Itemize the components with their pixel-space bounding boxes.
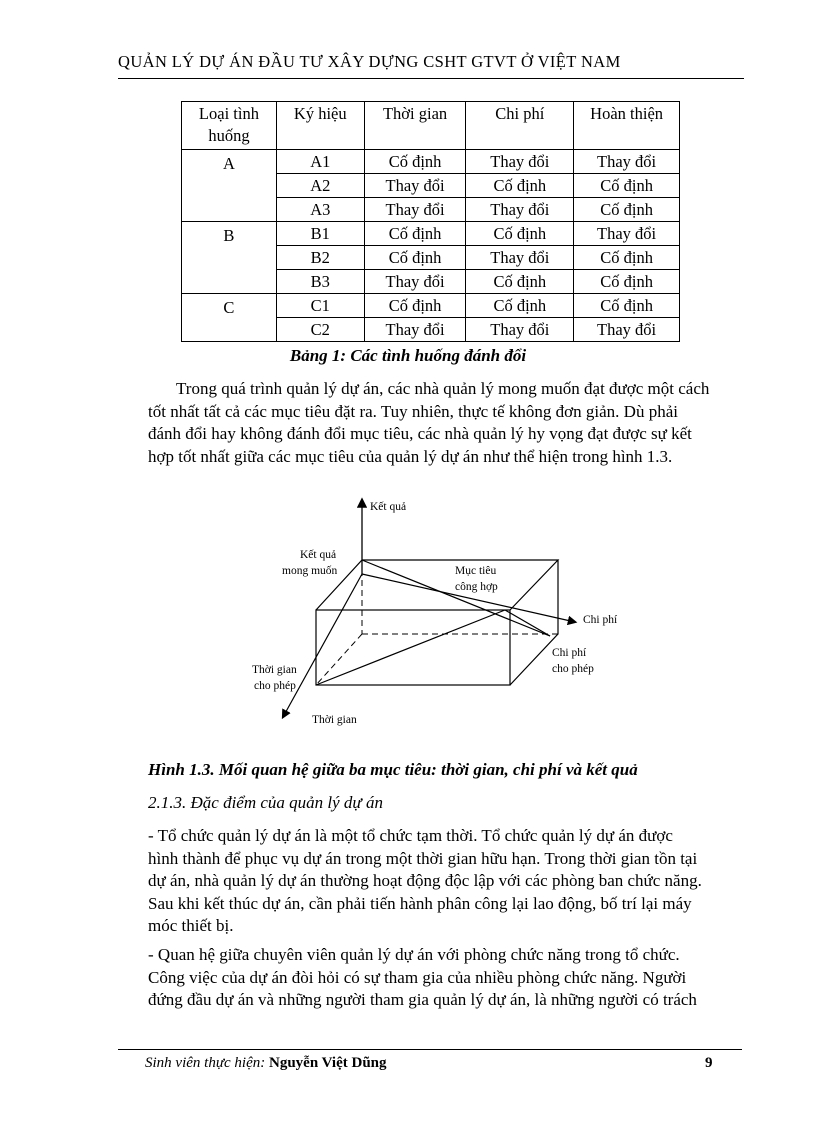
situation-type-cell: B: [182, 222, 277, 294]
table-caption: Bảng 1: Các tình huống đánh đổi: [289, 346, 527, 365]
table-cell: Cố định: [466, 222, 574, 246]
label-allowed-time: cho phép: [254, 680, 296, 692]
box-top-face: [316, 560, 558, 610]
text-line: - Tổ chức quản lý dự án là một tổ chức tạm thời. Tổ chức quản lý dự án được: [148, 826, 673, 845]
text-line: đứng đầu dự án và những người tham gia quản lý dự án, là những người có trách: [148, 990, 697, 1009]
table-cell: Thay đổi: [466, 246, 574, 270]
figure-caption: Hình 1.3. Mối quan hệ giữa ba mục tiêu: thời gian, chi phí và kết quả: [148, 760, 638, 779]
situation-type-cell: A: [182, 150, 277, 222]
text-line: hợp tốt nhất giữa các mục tiêu của quản lý dự án như thể hiện trong hình 1.3.: [148, 446, 673, 466]
label-desired-result: Kết quả: [300, 549, 337, 561]
column-header: Hoàn thiện: [574, 102, 680, 150]
footer-name: Nguyễn Việt Dũng: [268, 1055, 387, 1071]
label-allowed-cost: Chi phí: [552, 647, 587, 659]
table-cell: A3: [276, 198, 364, 222]
table-cell: Cố định: [364, 222, 466, 246]
table-cell: Thay đổi: [364, 174, 466, 198]
label-result-axis: Kết quả: [370, 501, 407, 513]
table-header-row: [182, 102, 680, 150]
table-cell: Cố định: [364, 150, 466, 174]
three-objectives-diagram: [250, 492, 650, 732]
table-cell: Thay đổi: [364, 198, 466, 222]
text-line: đánh đổi hay không đánh đổi mục tiêu, các nhà quản lý hy vọng đạt được sự kết: [148, 424, 692, 443]
column-header: Loại tình huống: [182, 102, 277, 150]
footer-label: Sinh viên thực hiện: [145, 1055, 261, 1071]
table-cell: Cố định: [574, 294, 680, 318]
footer-divider: [118, 1049, 742, 1050]
label-desired-result: mong muốn: [282, 565, 338, 577]
label-combined-goal: Mục tiêu: [455, 565, 497, 577]
text-line: Sau khi kết thúc dự án, cần phải tiến hành phân công lại lao động, bố trí lại máy: [148, 893, 692, 913]
table-cell: Cố định: [574, 246, 680, 270]
paragraph-3: [148, 944, 742, 1012]
table-cell: Cố định: [466, 294, 574, 318]
page-number: 9: [705, 1055, 713, 1071]
running-header: QUẢN LÝ DỰ ÁN ĐẦU TƯ XÂY DỰNG CSHT GTVT Ở VIỆT NAM: [118, 52, 621, 71]
table-cell: Cố định: [466, 270, 574, 294]
table-cell: B1: [276, 222, 364, 246]
section-heading: 2.1.3. Đặc điểm của quản lý dự án: [148, 793, 383, 812]
label-combined-goal: công hợp: [455, 581, 498, 593]
text-line: móc thiết bị.: [148, 916, 234, 935]
label-time-axis: Thời gian: [312, 714, 357, 726]
situation-type-cell: C: [182, 294, 277, 342]
table-cell: Cố định: [364, 246, 466, 270]
header-divider: [118, 78, 744, 79]
table-cell: Cố định: [466, 174, 574, 198]
diagonal: [505, 610, 550, 636]
label-cost-axis: Chi phí: [583, 614, 618, 626]
table-row: [182, 150, 680, 174]
table-cell: B3: [276, 270, 364, 294]
text-line: Trong quá trình quản lý dự án, các nhà quản lý mong muốn đạt được một cách: [176, 379, 710, 398]
table-cell: Thay đổi: [466, 198, 574, 222]
table-cell: Thay đổi: [364, 270, 466, 294]
text-line: dự án, nhà quản lý dự án thường hoạt động độc lập với các phòng ban chức năng.: [148, 871, 702, 890]
text-line: hình thành để phục vụ dự án trong một thời gian hữu hạn. Trong thời gian tồn tại: [148, 848, 698, 868]
label-allowed-cost: cho phép: [552, 663, 594, 675]
table-cell: A2: [276, 174, 364, 198]
table-cell: Thay đổi: [574, 222, 680, 246]
column-header: Thời gian: [364, 102, 466, 150]
table-row: [182, 222, 680, 246]
tradeoff-table: [181, 101, 680, 342]
table-cell: Thay đổi: [466, 318, 574, 342]
table-cell: Thay đổi: [574, 318, 680, 342]
column-header: Chi phí: [466, 102, 574, 150]
column-header: Ký hiệu: [276, 102, 364, 150]
table-cell: Thay đổi: [574, 150, 680, 174]
paragraph-2: [148, 825, 742, 938]
diagonal: [316, 610, 505, 685]
hidden-edge: [316, 634, 362, 685]
table-cell: B2: [276, 246, 364, 270]
table-cell: A1: [276, 150, 364, 174]
table-cell: Cố định: [574, 270, 680, 294]
text-line: - Quan hệ giữa chuyên viên quản lý dự án với phòng chức năng trong tổ chức.: [148, 945, 680, 964]
time-axis: [283, 574, 362, 717]
table-cell: Thay đổi: [466, 150, 574, 174]
paragraph-1: [148, 378, 742, 468]
label-allowed-time: Thời gian: [252, 664, 297, 676]
table-cell: Cố định: [574, 174, 680, 198]
table-cell: Cố định: [574, 198, 680, 222]
footer-author: Sinh viên thực hiện: Nguyễn Việt Dũng: [145, 1055, 387, 1071]
table-row: [182, 294, 680, 318]
table-cell: Thay đổi: [364, 318, 466, 342]
table-cell: Cố định: [364, 294, 466, 318]
table-cell: C1: [276, 294, 364, 318]
table-cell: C2: [276, 318, 364, 342]
text-line: tốt nhất tất cả các mục tiêu đặt ra. Tuy nhiên, thực tế không đơn giản. Dù phải: [148, 401, 678, 421]
text-line: Công việc của dự án đòi hỏi có sự tham gia của nhiều phòng chức năng. Người: [148, 967, 687, 987]
